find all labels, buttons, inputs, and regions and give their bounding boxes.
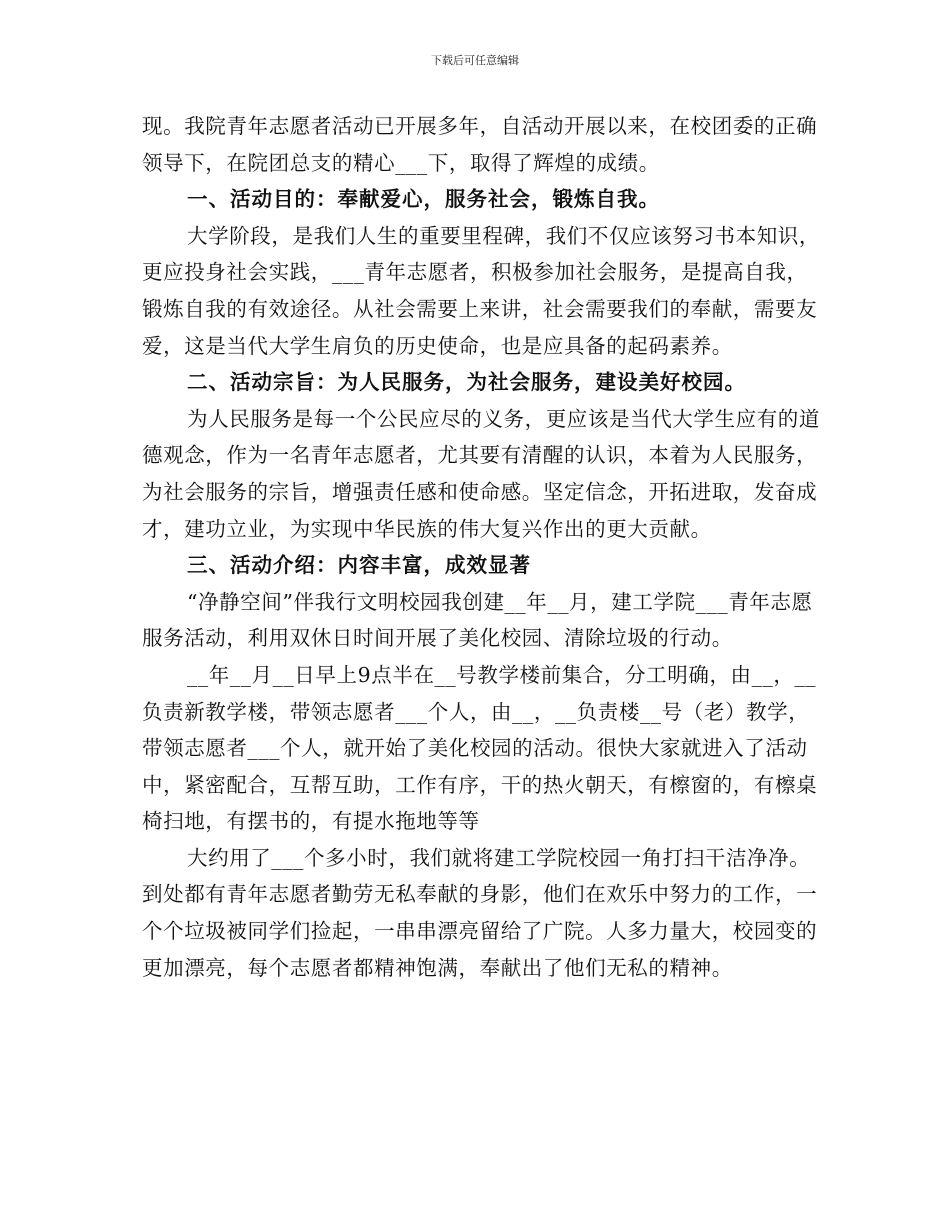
page-header-caption: 下载后可任意编辑 <box>431 54 519 67</box>
tenet-paragraph: 为人民服务是每一个公民应尽的义务，更应该是当代大学生应有的道德观念，作为一名青年志愿者，尤其要有清醒的认识，本着为人民服务，为社会服务的宗旨，增强责任感和使命感。坚定信念，开拓进取，发奋成才，建功立业，为实现中华民族的伟大复兴作出的更大贡献。 <box>142 406 820 541</box>
introduction-paragraph-1: “净静空间”伴我行文明校园我创建__年__月，建工学院___青年志愿服务活动，利用双休日时间开展了美化校园、清除垃圾的行动。 <box>142 589 813 651</box>
introduction-paragraph-2: __年__月__日早上9点半在__号教学楼前集合，分工明确，由__，__负责新教学楼，带领志愿者___个人，由__，__负责楼__号（老）教学，带领志愿者___个人，就开始了美化校园的活动。很快大家就进入了活动中，紧密配合，互帮互助，工作有序，干的热火朝天，有檫窗的，有檫桌椅扫地，有摆书的，有提水拖地等等 <box>142 662 818 834</box>
document-body <box>142 108 822 986</box>
section-heading-purpose: 一、活动目的：奉献爱心，服务社会，锻炼自我。 <box>187 187 660 212</box>
introduction-paragraph-3: 大约用了___个多小时，我们就将建工学院校园一角打扫干洁净净。到处都有青年志愿者勤劳无私奉献的身影，他们在欢乐中努力的工作，一个个垃圾被同学们捡起，一串串漂亮留给了广院。人多力量大，校园变的更加漂亮，每个志愿者都精神饱满，奉献出了他们无私的精神。 <box>142 845 818 980</box>
section-heading-introduction: 三、活动介绍：内容丰富，成效显著 <box>187 553 531 578</box>
section-heading-tenet: 二、活动宗旨：为人民服务，为社会服务，建设美好校园。 <box>187 370 746 395</box>
purpose-paragraph: 大学阶段，是我们人生的重要里程碑，我们不仅应该努习书本知识，更应投身社会实践，___青年志愿者，积极参加社会服务，是提高自我，锻炼自我的有效途径。从社会需要上来讲，社会需要我们的奉献，需要友爱，这是当代大学生肩负的历史使命，也是应具备的起码素养。 <box>142 223 820 358</box>
intro-paragraph: 现。我院青年志愿者活动已开展多年，自活动开展以来，在校团委的正确领导下，在院团总支的精心___下，取得了辉煌的成绩。 <box>142 114 818 175</box>
